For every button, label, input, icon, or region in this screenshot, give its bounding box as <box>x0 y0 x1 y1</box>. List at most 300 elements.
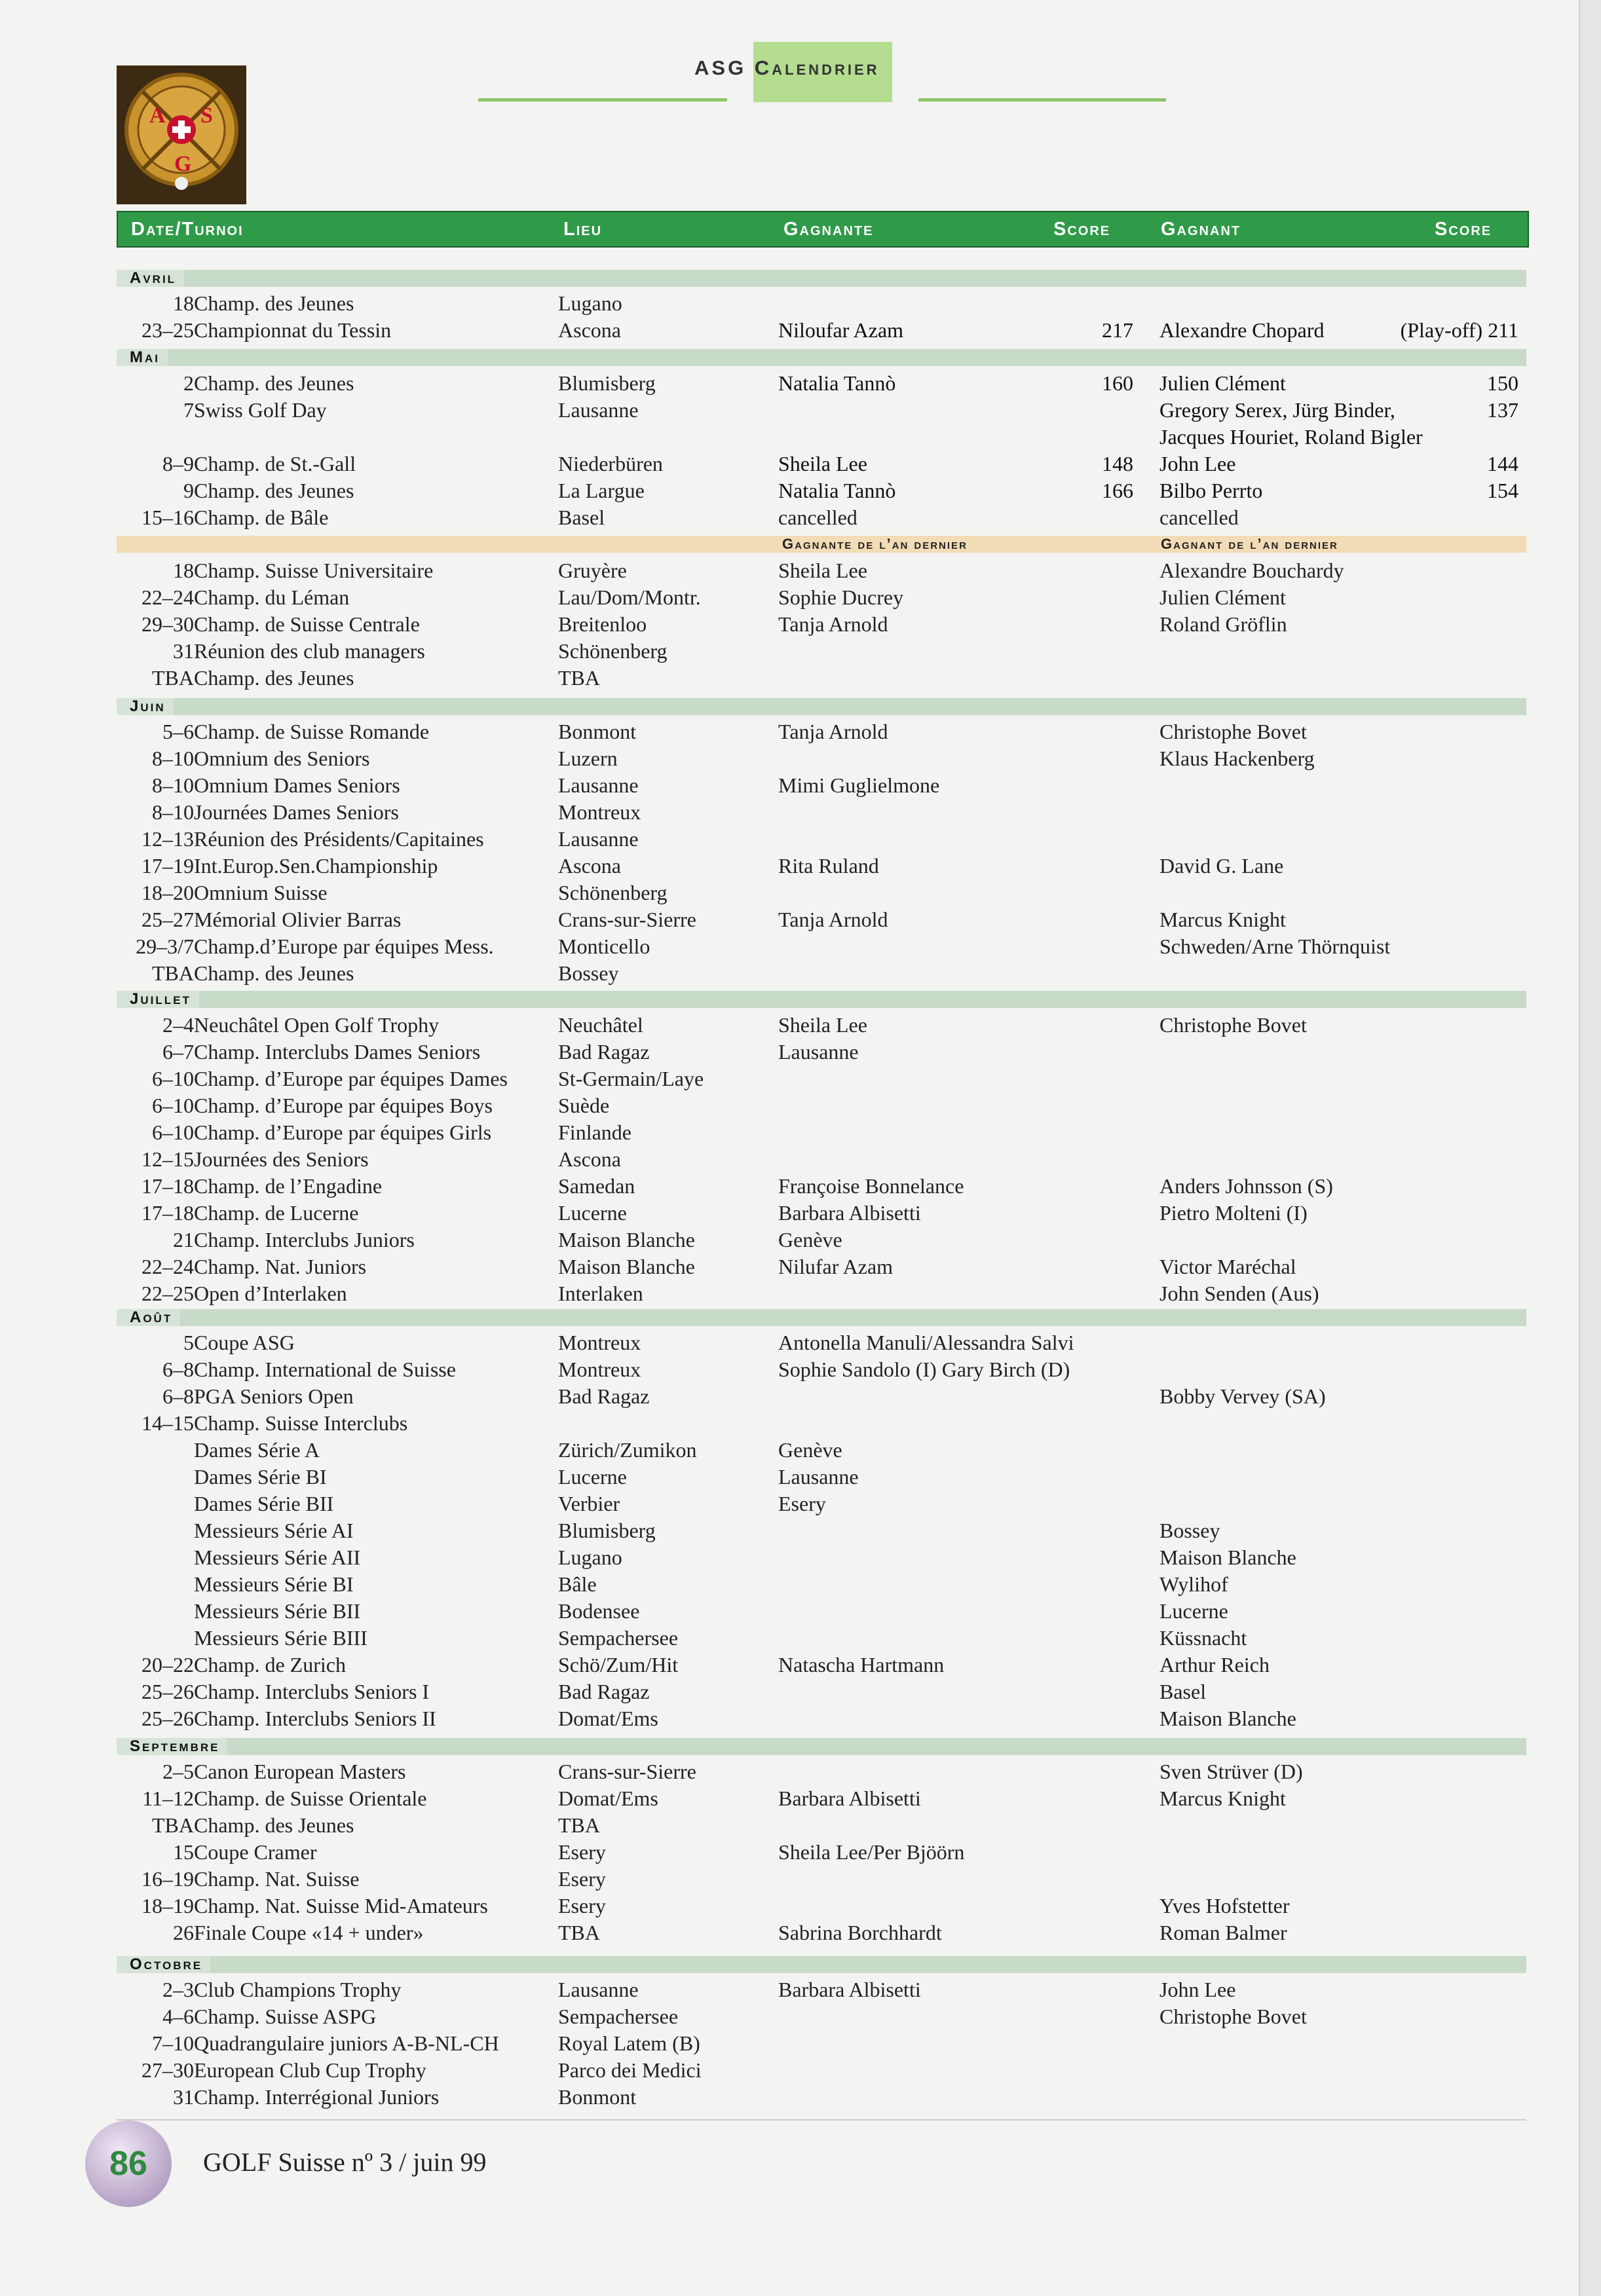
tournament-cell: Champ. de Lucerne <box>194 1201 359 1225</box>
winner-men-cell: Maison Blanche <box>1159 1707 1296 1730</box>
tournament-cell: Omnium des Seniors <box>194 747 370 770</box>
venue-cell: Lugano <box>558 1546 622 1569</box>
winner-women-cell: Barbara Albisetti <box>778 1787 921 1810</box>
venue-cell: Crans-sur-Sierre <box>558 1760 696 1783</box>
logo-letter-a: A <box>149 103 166 128</box>
score-men-cell: 154 <box>1487 479 1518 502</box>
venue-cell: Neuchâtel <box>558 1013 643 1037</box>
winner-women-cell: Lausanne <box>778 1465 859 1489</box>
tournament-cell: Champ. International de Suisse <box>194 1358 456 1381</box>
tournament-cell: Champ. de Suisse Romande <box>194 720 430 743</box>
tournament-cell: Champ. d’Europe par équipes Boys <box>194 1094 493 1117</box>
table-row <box>0 1012 1601 1038</box>
date-cell: 22–25 <box>141 1282 194 1305</box>
table-row <box>0 290 1601 316</box>
winner-women-cell: Françoise Bonnelance <box>778 1174 964 1198</box>
table-row <box>0 1785 1601 1811</box>
date-cell: 27–30 <box>141 2058 194 2082</box>
tournament-cell: Champ. de Bâle <box>194 506 329 529</box>
table-row <box>0 477 1601 504</box>
venue-cell: Bonmont <box>558 2085 637 2109</box>
tournament-cell: Champ. des Jeunes <box>194 961 354 985</box>
table-row <box>0 1383 1601 1409</box>
tournament-cell: Open d’Interlaken <box>194 1282 347 1305</box>
table-row <box>0 1491 1601 1517</box>
winner-women-cell: Tanja Arnold <box>778 908 888 931</box>
date-cell: 8–10 <box>152 747 194 770</box>
month-bar <box>117 1956 1526 1973</box>
date-cell: 31 <box>173 2085 194 2109</box>
winner-men-cell: Wylihof <box>1159 1572 1228 1596</box>
date-cell: 29–30 <box>141 612 194 636</box>
date-cell: TBA <box>152 961 194 985</box>
date-cell: 20–22 <box>141 1653 194 1676</box>
venue-cell: Bad Ragaz <box>558 1040 650 1064</box>
table-row <box>0 1625 1601 1651</box>
month-label: Juin <box>117 698 174 715</box>
tournament-cell: Omnium Suisse <box>194 881 328 904</box>
table-row <box>0 1146 1601 1172</box>
venue-cell: Ascona <box>558 1147 621 1171</box>
tournament-cell: Canon European Masters <box>194 1760 406 1783</box>
month-bar <box>117 270 1526 287</box>
winner-men-cell: cancelled <box>1159 506 1239 529</box>
tournament-cell: Champ. de Suisse Centrale <box>194 612 420 636</box>
tournament-cell: Omnium Dames Seniors <box>194 773 400 797</box>
tournament-cell: Champ. des Jeunes <box>194 371 354 395</box>
tournament-cell: Messieurs Série AII <box>194 1546 361 1569</box>
winner-women-cell: Rita Ruland <box>778 854 879 878</box>
winner-men-cell: Christophe Bovet <box>1159 2005 1307 2028</box>
table-row <box>0 1437 1601 1463</box>
winner-women-cell: Niloufar Azam <box>778 318 904 342</box>
table-row <box>0 2030 1601 2056</box>
venue-cell: Lugano <box>558 291 622 315</box>
tournament-cell: Champ. Interclubs Seniors I <box>194 1680 430 1703</box>
table-row <box>0 853 1601 879</box>
table-row <box>0 1976 1601 2003</box>
winner-men-cell: Marcus Knight <box>1159 908 1286 931</box>
table-row <box>0 1119 1601 1145</box>
table-row <box>0 1200 1601 1226</box>
date-cell: 2–5 <box>162 1760 194 1783</box>
tournament-cell: Champ. d’Europe par équipes Girls <box>194 1120 492 1144</box>
header-lieu: Lieu <box>563 219 603 240</box>
tournament-cell: Champ. des Jeunes <box>194 291 354 315</box>
table-row <box>0 1329 1601 1356</box>
score-women-cell: 160 <box>1102 371 1133 395</box>
date-cell: 18–19 <box>141 1894 194 1917</box>
table-row <box>0 1227 1601 1253</box>
tournament-cell: Champ. de Zurich <box>194 1653 346 1676</box>
last-year-gagnant-label: Gagnant de l’an dernier <box>1161 536 1338 552</box>
venue-cell: La Largue <box>558 479 645 502</box>
winner-men-cell: John Lee <box>1159 452 1236 475</box>
date-cell: TBA <box>152 666 194 690</box>
date-cell: 17–18 <box>141 1201 194 1225</box>
tournament-cell: Messieurs Série BIII <box>194 1626 367 1650</box>
footer <box>85 2120 675 2193</box>
venue-cell: Sempachersee <box>558 2005 679 2028</box>
venue-cell: Esery <box>558 1840 606 1864</box>
date-cell: 2–4 <box>162 1013 194 1037</box>
page-title: ASG Calendrier <box>694 56 880 79</box>
tournament-cell: Mémorial Olivier Barras <box>194 908 402 931</box>
winner-women-cell: Barbara Albisetti <box>778 1978 921 2001</box>
tournament-cell: Coupe ASG <box>194 1331 295 1354</box>
venue-cell: Esery <box>558 1867 606 1891</box>
winner-women-cell: cancelled <box>778 506 857 529</box>
venue-cell: Royal Latem (B) <box>558 2031 700 2055</box>
venue-cell: Luzern <box>558 747 618 770</box>
venue-cell: Bodensee <box>558 1599 640 1623</box>
table-row <box>0 1571 1601 1597</box>
date-cell: TBA <box>152 1813 194 1837</box>
table-row <box>0 584 1601 610</box>
tournament-cell: Champ. Interclubs Seniors II <box>194 1707 436 1730</box>
winner-women-cell: Genève <box>778 1438 842 1462</box>
winner-men-cell: Julien Clément <box>1159 585 1286 609</box>
date-cell: 26 <box>173 1921 194 1944</box>
table-row <box>0 1173 1601 1199</box>
winner-women-cell: Esery <box>778 1492 826 1515</box>
winner-women-cell: Sheila Lee <box>778 452 867 475</box>
tournament-cell: Champ. des Jeunes <box>194 479 354 502</box>
table-row <box>0 1410 1601 1436</box>
date-cell: 6–10 <box>152 1120 194 1144</box>
table-row <box>0 665 1601 691</box>
month-label: Septembre <box>117 1738 227 1755</box>
score-men-cell: 150 <box>1487 371 1518 395</box>
winner-men-cell: Bossey <box>1159 1519 1220 1542</box>
month-bar <box>117 349 1526 366</box>
table-row <box>0 1866 1601 1892</box>
date-cell: 6–8 <box>162 1384 194 1408</box>
venue-cell: Gruyère <box>558 559 627 582</box>
date-cell: 8–10 <box>152 773 194 797</box>
tournament-cell: Champ. Nat. Suisse Mid-Amateurs <box>194 1894 488 1917</box>
winner-men-cell: Anders Johnsson (S) <box>1159 1174 1333 1198</box>
last-year-gagnante-label: Gagnante de l’an dernier <box>782 536 968 552</box>
date-cell: 18 <box>173 559 194 582</box>
venue-cell: Lausanne <box>558 1978 639 2001</box>
venue-cell: Finlande <box>558 1120 631 1144</box>
venue-cell: Schö/Zum/Hit <box>558 1653 679 1676</box>
tournament-cell: Champ. de St.-Gall <box>194 452 356 475</box>
table-row <box>0 880 1601 906</box>
table-row <box>0 745 1601 771</box>
venue-cell: Domat/Ems <box>558 1707 658 1730</box>
winner-women-cell: Sheila Lee <box>778 559 867 582</box>
venue-cell: St-Germain/Laye <box>558 1067 704 1090</box>
tournament-cell: Neuchâtel Open Golf Trophy <box>194 1013 440 1037</box>
table-row <box>0 2003 1601 2029</box>
table-row <box>0 1758 1601 1785</box>
winner-women-cell: Nilufar Azam <box>778 1255 894 1278</box>
table-row <box>0 933 1601 959</box>
winner-men-cell: Pietro Molteni (I) <box>1159 1201 1308 1225</box>
venue-cell: Bad Ragaz <box>558 1680 650 1703</box>
score-women-cell: 217 <box>1102 318 1133 342</box>
score-men-cell: 137 <box>1487 398 1518 422</box>
tournament-cell: PGA Seniors Open <box>194 1384 354 1408</box>
table-row <box>0 1839 1601 1865</box>
venue-cell: Breitenloo <box>558 612 647 636</box>
table-row <box>0 826 1601 852</box>
venue-cell: Maison Blanche <box>558 1228 695 1251</box>
month-bar <box>117 1738 1526 1755</box>
winner-men-cell: John Senden (Aus) <box>1159 1282 1319 1305</box>
score-women-cell: 166 <box>1102 479 1133 502</box>
venue-cell: Verbier <box>558 1492 620 1515</box>
winner-women-cell: Barbara Albisetti <box>778 1201 921 1225</box>
table-row <box>0 1464 1601 1490</box>
venue-cell: Bâle <box>558 1572 597 1596</box>
tournament-cell: Champ. Interclubs Dames Seniors <box>194 1040 481 1064</box>
tournament-cell: European Club Cup Trophy <box>194 2058 426 2082</box>
table-row <box>0 1253 1601 1280</box>
date-cell: 25–26 <box>141 1707 194 1730</box>
tournament-cell: Journées Dames Seniors <box>194 800 399 824</box>
winner-men-cell: Basel <box>1159 1680 1207 1703</box>
winner-men-cell: David G. Lane <box>1159 854 1284 878</box>
winner-men-cell: Sven Strüver (D) <box>1159 1760 1303 1783</box>
table-row <box>0 424 1601 450</box>
winner-women-cell: Natalia Tannò <box>778 479 896 502</box>
winner-men-cell: Alexandre Chopard <box>1159 318 1325 342</box>
tournament-cell: Dames Série BI <box>194 1465 327 1489</box>
winner-women-cell: Tanja Arnold <box>778 720 888 743</box>
date-cell: 16–19 <box>141 1867 194 1891</box>
tournament-cell: Finale Coupe «14 + under» <box>194 1921 424 1944</box>
venue-cell: Schönenberg <box>558 639 668 663</box>
tournament-cell: Champ. d’Europe par équipes Dames <box>194 1067 508 1090</box>
winner-men-cell: Lucerne <box>1159 1599 1228 1623</box>
winner-men-cell: Bobby Vervey (SA) <box>1159 1384 1326 1408</box>
winner-men-cell: Arthur Reich <box>1159 1653 1270 1676</box>
winner-men-cell: Yves Hofstetter <box>1159 1894 1290 1917</box>
date-cell: 12–13 <box>141 827 194 851</box>
date-cell: 22–24 <box>141 1255 194 1278</box>
tournament-cell: Champ. Suisse ASPG <box>194 2005 377 2028</box>
winner-men-cell: Küssnacht <box>1159 1626 1247 1650</box>
winner-men-cell: Julien Clément <box>1159 371 1286 395</box>
venue-cell: TBA <box>558 1813 600 1837</box>
month-label: Août <box>117 1309 180 1326</box>
table-row <box>0 2084 1601 2110</box>
winner-men-cell: Christophe Bovet <box>1159 720 1307 743</box>
month-bar <box>117 698 1526 715</box>
month-label: Mai <box>117 349 168 366</box>
venue-cell: Montreux <box>558 1358 641 1381</box>
date-cell: 6–10 <box>152 1067 194 1090</box>
table-row <box>0 557 1601 583</box>
date-cell: 11–12 <box>142 1787 194 1810</box>
table-row <box>0 1919 1601 1946</box>
tournament-cell: Messieurs Série AI <box>194 1519 354 1542</box>
tournament-cell: Champ. Suisse Universitaire <box>194 559 434 582</box>
winner-men-cell: Maison Blanche <box>1159 1546 1296 1569</box>
tournament-cell: Int.Europ.Sen.Championship <box>194 854 438 878</box>
tournament-cell: Champ. Suisse Interclubs <box>194 1411 408 1435</box>
winner-men-cell: Klaus Hackenberg <box>1159 747 1315 770</box>
table-row <box>0 1280 1601 1306</box>
winner-men-cell: John Lee <box>1159 1978 1236 2001</box>
date-cell: 25–26 <box>141 1680 194 1703</box>
header-gagnant: Gagnant <box>1161 219 1241 240</box>
month-label: Octobre <box>117 1956 210 1973</box>
date-cell: 6–10 <box>152 1094 194 1117</box>
tournament-cell: Champ. Nat. Juniors <box>194 1255 367 1278</box>
venue-cell: TBA <box>558 1921 600 1944</box>
logo-letter-g: G <box>174 152 192 176</box>
venue-cell: Basel <box>558 506 605 529</box>
date-cell: 23–25 <box>141 318 194 342</box>
month-bar <box>117 1309 1526 1326</box>
winner-men-cell: Jacques Houriet, Roland Bigler <box>1159 425 1423 449</box>
venue-cell: Parco dei Medici <box>558 2058 702 2082</box>
table-row <box>0 1893 1601 1919</box>
page-number: 86 <box>109 2145 147 2183</box>
tournament-cell: Dames Série A <box>194 1438 320 1462</box>
winner-women-cell: Natalia Tannò <box>778 371 896 395</box>
table-row <box>0 611 1601 637</box>
date-cell: 4–6 <box>162 2005 194 2028</box>
date-cell: 31 <box>173 639 194 663</box>
venue-cell: Domat/Ems <box>558 1787 658 1810</box>
venue-cell: Maison Blanche <box>558 1255 695 1278</box>
date-cell: 6–8 <box>162 1358 194 1381</box>
winner-women-cell: Sophie Sandolo (I) Gary Birch (D) <box>778 1358 1070 1381</box>
venue-cell: Interlaken <box>558 1282 643 1305</box>
table-row <box>0 1039 1601 1065</box>
date-cell: 5–6 <box>162 720 194 743</box>
tournament-cell: Club Champions Trophy <box>194 1978 402 2001</box>
month-label: Avril <box>117 270 184 287</box>
table-header <box>117 211 1529 248</box>
venue-cell: Lucerne <box>558 1465 627 1489</box>
venue-cell: Schönenberg <box>558 881 668 904</box>
date-cell: 7–10 <box>152 2031 194 2055</box>
date-cell: 29–3/7 <box>136 935 194 958</box>
table-row <box>0 1065 1601 1092</box>
table-row <box>0 1092 1601 1119</box>
tournament-cell: Coupe Cramer <box>194 1840 317 1864</box>
venue-cell: Blumisberg <box>558 1519 656 1542</box>
date-cell: 15–16 <box>141 506 194 529</box>
venue-cell: Samedan <box>558 1174 635 1198</box>
venue-cell: Bad Ragaz <box>558 1384 650 1408</box>
date-cell: 21 <box>173 1228 194 1251</box>
date-cell: 2 <box>183 371 194 395</box>
date-cell: 6–7 <box>162 1040 194 1064</box>
date-cell: 14–15 <box>141 1411 194 1435</box>
venue-cell: Lucerne <box>558 1201 627 1225</box>
winner-men-cell: Alexandre Bouchardy <box>1159 559 1344 582</box>
winner-women-cell: Sheila Lee/Per Bjöörn <box>778 1840 965 1864</box>
table-row <box>0 2057 1601 2083</box>
title-rule-right <box>918 98 1166 102</box>
date-cell: 18–20 <box>141 881 194 904</box>
winner-women-cell: Sophie Ducrey <box>778 585 904 609</box>
venue-cell: Sempachersee <box>558 1626 679 1650</box>
venue-cell: Zürich/Zumikon <box>558 1438 697 1462</box>
date-cell: 17–18 <box>141 1174 194 1198</box>
table-row <box>0 718 1601 745</box>
winner-men-cell: Roland Gröflin <box>1159 612 1287 636</box>
table-row <box>0 799 1601 825</box>
table-row <box>0 1544 1601 1570</box>
date-cell: 18 <box>173 291 194 315</box>
tournament-cell: Messieurs Série BII <box>194 1599 361 1623</box>
tournament-cell: Champ. des Jeunes <box>194 666 354 690</box>
venue-cell: Ascona <box>558 854 621 878</box>
score-men-cell: (Play-off) 211 <box>1400 318 1518 342</box>
tournament-cell: Réunion des club managers <box>194 639 425 663</box>
table-row <box>0 1652 1601 1678</box>
venue-cell: Montreux <box>558 800 641 824</box>
title-block <box>478 42 1166 107</box>
table-row <box>0 1598 1601 1624</box>
tournament-cell: Champ. de Suisse Orientale <box>194 1787 427 1810</box>
score-women-cell: 148 <box>1102 452 1133 475</box>
table-row <box>0 1517 1601 1544</box>
venue-cell: Crans-sur-Sierre <box>558 908 696 931</box>
table-row <box>0 1705 1601 1731</box>
table-row <box>0 960 1601 986</box>
date-cell: 25–27 <box>141 908 194 931</box>
venue-cell: Suède <box>558 1094 610 1117</box>
date-cell: 7 <box>183 398 194 422</box>
winner-women-cell: Genève <box>778 1228 842 1251</box>
venue-cell: Montreux <box>558 1331 641 1354</box>
title-rule-left <box>478 98 727 102</box>
date-cell: 9 <box>183 479 194 502</box>
table-row <box>0 317 1601 343</box>
tournament-cell: Quadrangulaire juniors A-B-NL-CH <box>194 2031 499 2055</box>
date-cell: 15 <box>173 1840 194 1864</box>
tournament-cell: Journées des Seniors <box>194 1147 369 1171</box>
winner-men-cell: Schweden/Arne Thörnquist <box>1159 935 1391 958</box>
table-row <box>0 451 1601 477</box>
winner-men-cell: Gregory Serex, Jürg Binder, <box>1159 398 1395 422</box>
tournament-cell: Swiss Golf Day <box>194 398 327 422</box>
venue-cell: Ascona <box>558 318 621 342</box>
score-men-cell: 144 <box>1487 452 1518 475</box>
magazine-issue: GOLF Suisse nº 3 / juin 99 <box>203 2147 487 2177</box>
logo-letter-s: S <box>200 103 213 128</box>
venue-cell: Blumisberg <box>558 371 656 395</box>
table-row <box>0 1812 1601 1838</box>
header-date: Date/Turnoi <box>131 219 244 240</box>
date-cell: 8–9 <box>162 452 194 475</box>
tournament-cell: Champ. de l’Engadine <box>194 1174 383 1198</box>
asg-logo <box>117 65 246 204</box>
venue-cell: Bossey <box>558 961 619 985</box>
venue-cell: Lausanne <box>558 398 639 422</box>
tournament-cell: Champ. des Jeunes <box>194 1813 354 1837</box>
date-cell: 2–3 <box>162 1978 194 2001</box>
winner-women-cell: Antonella Manuli/Alessandra Salvi <box>778 1331 1074 1354</box>
tournament-cell: Champ. Interclubs Juniors <box>194 1228 415 1251</box>
venue-cell: Niederbüren <box>558 452 663 475</box>
tournament-cell: Champ. Nat. Suisse <box>194 1867 360 1891</box>
table-row <box>0 370 1601 396</box>
venue-cell: TBA <box>558 666 600 690</box>
venue-cell: Esery <box>558 1894 606 1917</box>
date-cell: 8–10 <box>152 800 194 824</box>
header-score-women: Score <box>1053 219 1111 240</box>
